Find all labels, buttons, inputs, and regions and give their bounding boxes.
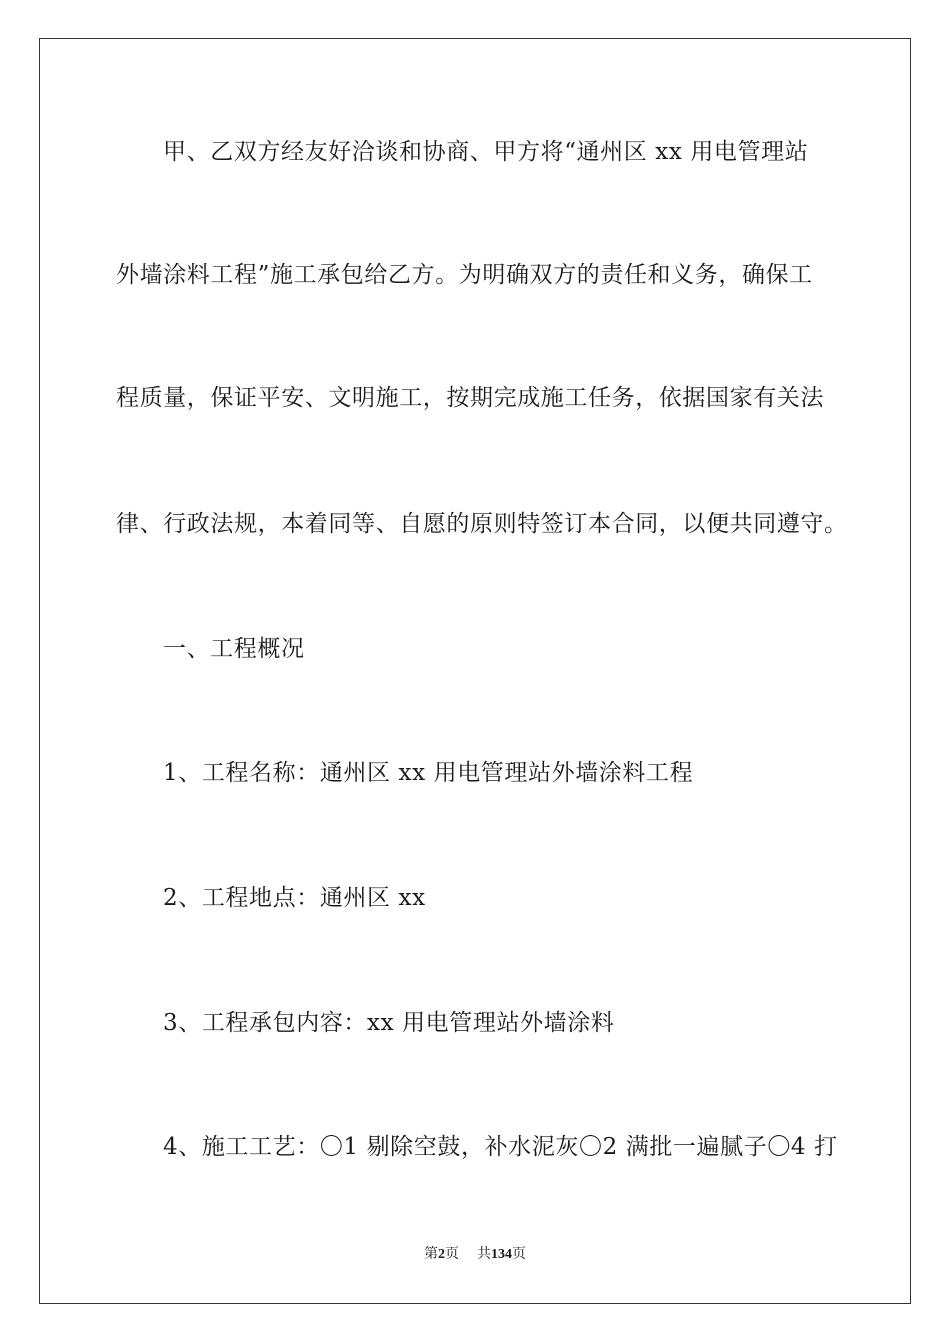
list-item-3: 3、工程承包内容：xx 用电管理站外墙涂料 xyxy=(163,1010,615,1036)
footer-total-suffix: 页 xyxy=(512,1247,526,1262)
section-heading: 一、工程概况 xyxy=(163,636,305,662)
paragraph-line-3: 程质量，保证平安、文明施工，按期完成施工任务，依据国家有关法 xyxy=(116,385,824,411)
paragraph-line-2: 外墙涂料工程”施工承包给乙方。为明确双方的责任和义务，确保工 xyxy=(116,262,813,288)
paragraph-line-1: 甲、乙双方经友好洽谈和协商、甲方将“通州区 xx 用电管理站 xyxy=(163,139,809,165)
page-border xyxy=(39,38,911,1304)
list-item-1: 1、工程名称：通州区 xx 用电管理站外墙涂料工程 xyxy=(163,760,694,786)
footer-total-pages: 134 xyxy=(491,1247,512,1262)
list-item-2: 2、工程地点：通州区 xx xyxy=(163,885,426,911)
footer-page-number: 2 xyxy=(438,1247,445,1262)
footer-page-prefix: 第 xyxy=(424,1247,438,1262)
footer-total-prefix: 共 xyxy=(477,1247,491,1262)
paragraph-line-4: 律、行政法规，本着同等、自愿的原则特签订本合同，以便共同遵守。 xyxy=(116,511,848,537)
list-item-4: 4、施工工艺：〇1 剔除空鼓，补水泥灰〇2 满批一遍腻子〇4 打 xyxy=(163,1134,838,1160)
footer-page-suffix: 页 xyxy=(445,1247,459,1262)
page-footer xyxy=(0,1246,950,1264)
